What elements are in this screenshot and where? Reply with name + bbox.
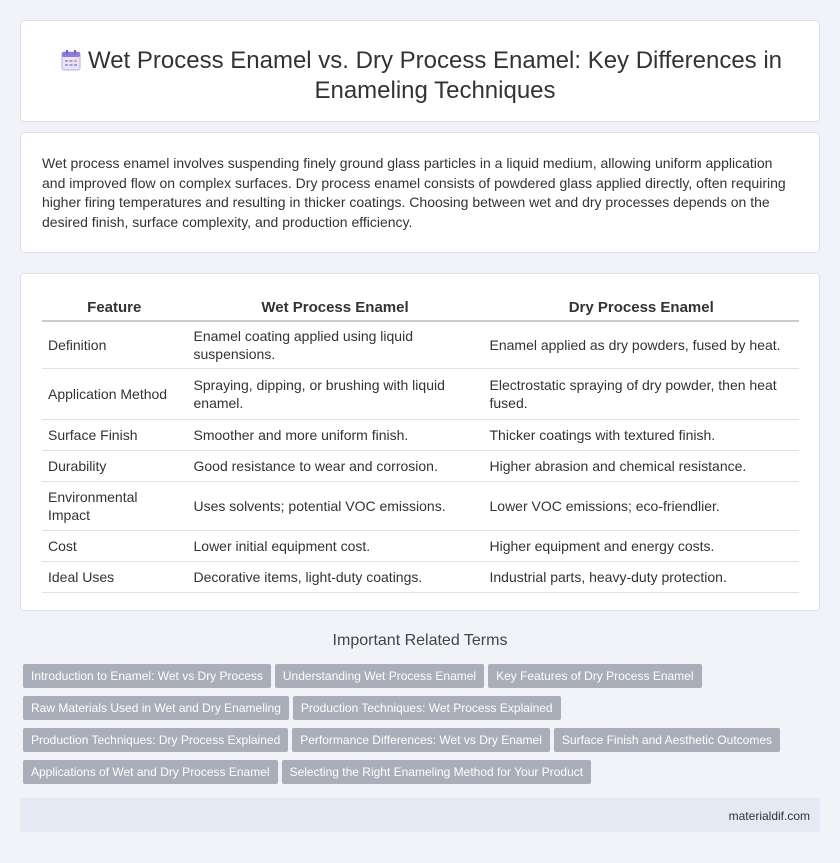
related-terms-list xyxy=(23,664,813,792)
table-cell: Higher equipment and energy costs. xyxy=(483,530,799,561)
table-cell: Ideal Uses xyxy=(42,561,187,592)
related-term-tag[interactable]: Applications of Wet and Dry Process Enamel xyxy=(23,760,278,784)
table-cell: Decorative items, light-duty coatings. xyxy=(187,561,483,592)
table-header-row xyxy=(42,296,799,321)
column-header-dry: Dry Process Enamel xyxy=(483,296,799,321)
table-row xyxy=(42,321,799,368)
table-row xyxy=(42,368,799,419)
related-term-tag[interactable]: Understanding Wet Process Enamel xyxy=(275,664,484,688)
intro-card xyxy=(20,132,820,253)
tag-row xyxy=(23,728,813,760)
table-cell: Electrostatic spraying of dry powder, then heat fused. xyxy=(483,368,799,419)
table-cell: Definition xyxy=(42,321,187,368)
related-term-tag[interactable]: Production Techniques: Dry Process Explained xyxy=(23,728,288,752)
table-cell: Thicker coatings with textured finish. xyxy=(483,419,799,450)
column-header-feature: Feature xyxy=(42,296,187,321)
tag-row xyxy=(23,760,813,792)
related-term-tag[interactable]: Performance Differences: Wet vs Dry Enamel xyxy=(292,728,550,752)
table-cell: Smoother and more uniform finish. xyxy=(187,419,483,450)
table-cell: Durability xyxy=(42,450,187,481)
table-row xyxy=(42,530,799,561)
page-title: Wet Process Enamel vs. Dry Process Enamel: Key Differences in Enameling Techniques xyxy=(87,47,783,104)
table-cell: Enamel applied as dry powders, fused by heat. xyxy=(483,321,799,368)
comparison-card xyxy=(20,273,820,611)
table-cell: Lower VOC emissions; eco-friendlier. xyxy=(483,481,799,530)
column-header-wet: Wet Process Enamel xyxy=(187,296,483,321)
footer xyxy=(20,798,820,832)
related-terms-heading: Important Related Terms xyxy=(332,632,508,649)
table-cell: Cost xyxy=(42,530,187,561)
table-row xyxy=(42,481,799,530)
table-cell: Spraying, dipping, or brushing with liquid enamel. xyxy=(187,368,483,419)
table-cell: Industrial parts, heavy-duty protection. xyxy=(483,561,799,592)
table-row xyxy=(42,561,799,592)
related-term-tag[interactable]: Surface Finish and Aesthetic Outcomes xyxy=(554,728,780,752)
table-row xyxy=(42,450,799,481)
related-term-tag[interactable]: Selecting the Right Enameling Method for Your Product xyxy=(282,760,592,784)
related-term-tag[interactable]: Introduction to Enamel: Wet vs Dry Process xyxy=(23,664,271,688)
footer-site-link[interactable]: materialdif.com xyxy=(728,809,810,823)
title-card xyxy=(20,20,820,122)
related-term-tag[interactable]: Raw Materials Used in Wet and Dry Enameling xyxy=(23,696,289,720)
table-cell: Application Method xyxy=(42,368,187,419)
table-cell: Good resistance to wear and corrosion. xyxy=(187,450,483,481)
intro-paragraph: Wet process enamel involves suspending finely ground glass particles in a liquid medium, allowing uniform application and improved flow on complex surfaces. Dry process enamel consists of powdered glass applied directly, often requiring higher firing temperatures and resulting in thicker coatings. Choosing between wet and dry processes depends on the desired finish, surface complexity, and production efficiency. xyxy=(42,155,786,230)
table-cell: Lower initial equipment cost. xyxy=(187,530,483,561)
table-cell: Uses solvents; potential VOC emissions. xyxy=(187,481,483,530)
comparison-table xyxy=(42,296,799,593)
table-row xyxy=(42,419,799,450)
related-term-tag[interactable]: Production Techniques: Wet Process Explained xyxy=(293,696,561,720)
tag-row xyxy=(23,696,813,728)
table-cell: Higher abrasion and chemical resistance. xyxy=(483,450,799,481)
table-cell: Environmental Impact xyxy=(42,481,187,530)
tag-row xyxy=(23,664,813,696)
table-cell: Enamel coating applied using liquid suspensions. xyxy=(187,321,483,368)
related-term-tag[interactable]: Key Features of Dry Process Enamel xyxy=(488,664,701,688)
table-cell: Surface Finish xyxy=(42,419,187,450)
